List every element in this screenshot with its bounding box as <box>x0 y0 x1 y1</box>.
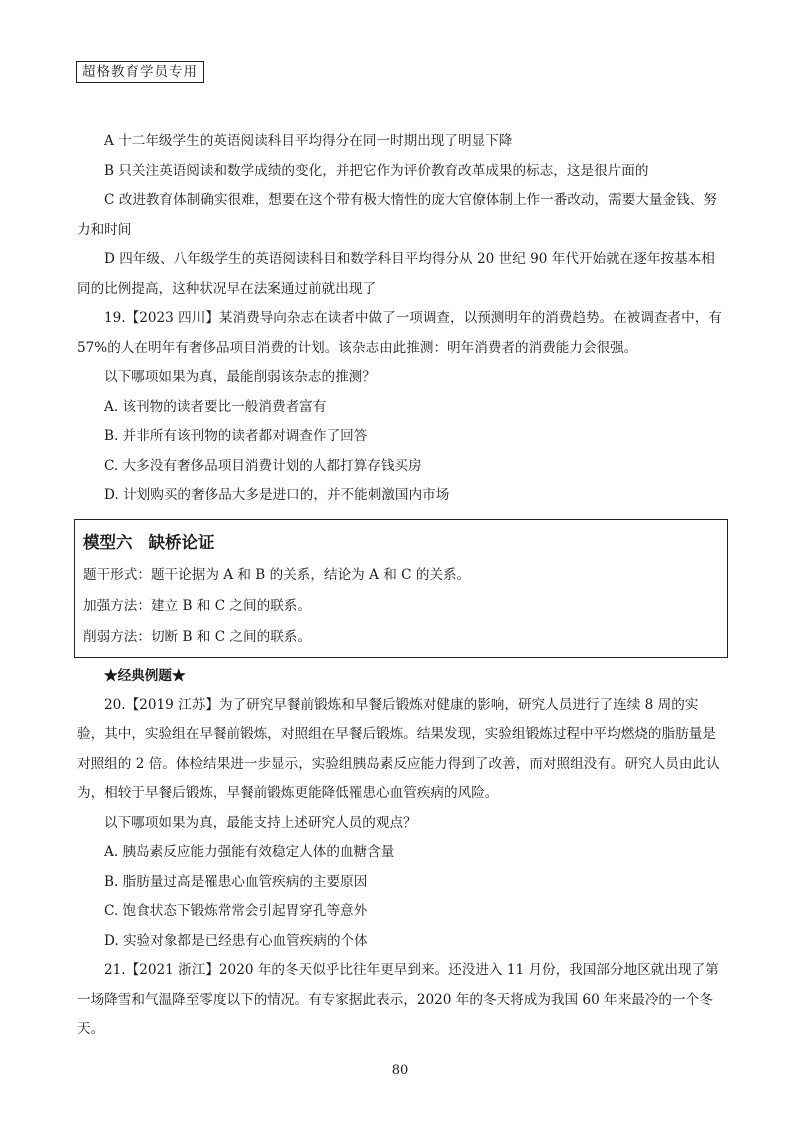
page-content <box>77 127 725 1045</box>
q20-option-d: D. 实验对象都是已经患有心血管疾病的个体 <box>104 932 368 949</box>
q19-option-d: D. 计划购买的奢侈品大多是进口的，并不能刺激国内市场 <box>104 487 450 503</box>
q19-option-c: C. 大多没有奢侈品项目消费计划的人都打算存钱买房 <box>104 457 422 474</box>
option-a-prev: A 十二年级学生的英语阅读科目平均得分在同一时期出现了明显下降 <box>104 133 513 149</box>
model-title <box>83 528 719 558</box>
model-title-name: 缺桥论证 <box>148 532 215 552</box>
option-c-prev: C 改进教育体制确实很难，想要在这个带有极大惰性的庞大官僚体制上作一番改动，需要大量金钱、努力和时间 <box>77 192 717 238</box>
model-form-line: 题干形式：题干论据为 A 和 B 的关系，结论为 A 和 C 的关系。 <box>83 566 471 583</box>
model-title-number: 模型六 <box>83 532 133 552</box>
q20-question: 以下哪项如果为真，最能支持上述研究人员的观点？ <box>104 814 417 831</box>
q19-stem: 19.【2023 四川】某消费导向杂志在读者中做了一项调查，以预测明年的消费趋势。在被调查者中，有 57%的人在明年有奢侈品项目消费的计划。该杂志由此推测：明年消费者的消费能力会很强。 <box>77 310 722 356</box>
option-d-prev: D 四年级、八年级学生的英语阅读科目和数学科目平均得分从 20 世纪 90 年代开始就在逐年按基本相同的比例提高，这种状况早在法案通过前就出现了 <box>77 251 715 297</box>
q20-option-b: B. 脂肪量过高是罹患心血管疾病的主要原因 <box>104 873 368 890</box>
q19-option-b: B. 并非所有该刊物的读者都对调查作了回答 <box>104 428 368 444</box>
option-b-prev: B 只关注英语阅读和数学成绩的变化，并把它作为评价教育改革成果的标志，这是很片面的 <box>104 162 649 179</box>
q19-question: 以下哪项如果为真，最能削弱该杂志的推测？ <box>104 369 376 385</box>
q19-option-a: A. 该刊物的读者要比一般消费者富有 <box>104 398 327 415</box>
q20-stem: 20.【2019 江苏】为了研究早餐前锻炼和早餐后锻炼对健康的影响，研究人员进行了连续 8 周的实验，其中，实验组在早餐前锻炼，对照组在早餐后锻炼。结果发现，实验组锻炼过程中平均燃烧的脂肪量是对照组的 2 倍。体检结果进一步显示，实验组胰岛素反应能力得到了改善，而对照组没有。研究人员由此认为，相较于早餐后锻炼，早餐前锻炼更能降低罹患心血管疾病的风险。 <box>77 696 720 801</box>
q20-option-a: A. 胰岛素反应能力强能有效稳定人体的血糖含量 <box>104 844 395 860</box>
examples-title: ★经典例题★ <box>104 667 186 684</box>
model-strengthen-line: 加强方法：建立 B 和 C 之间的联系。 <box>83 597 311 614</box>
page-number: 80 <box>391 1063 409 1078</box>
header-tag: 超格教育学员专用 <box>76 61 204 83</box>
model-weaken-line: 削弱方法：切断 B 和 C 之间的联系。 <box>83 628 311 645</box>
q20-option-c: C. 饱食状态下锻炼常常会引起胃穿孔等意外 <box>104 903 368 919</box>
q21-stem: 21.【2021 浙江】2020 年的冬天似乎比往年更早到来。还没进入 11 月份，我国部分地区就出现了第一场降雪和气温降至零度以下的情况。有专家据此表示，2020 年的冬天将成为我国 60 年来最冷的一个冬天。 <box>77 962 719 1037</box>
model-box <box>74 519 728 658</box>
